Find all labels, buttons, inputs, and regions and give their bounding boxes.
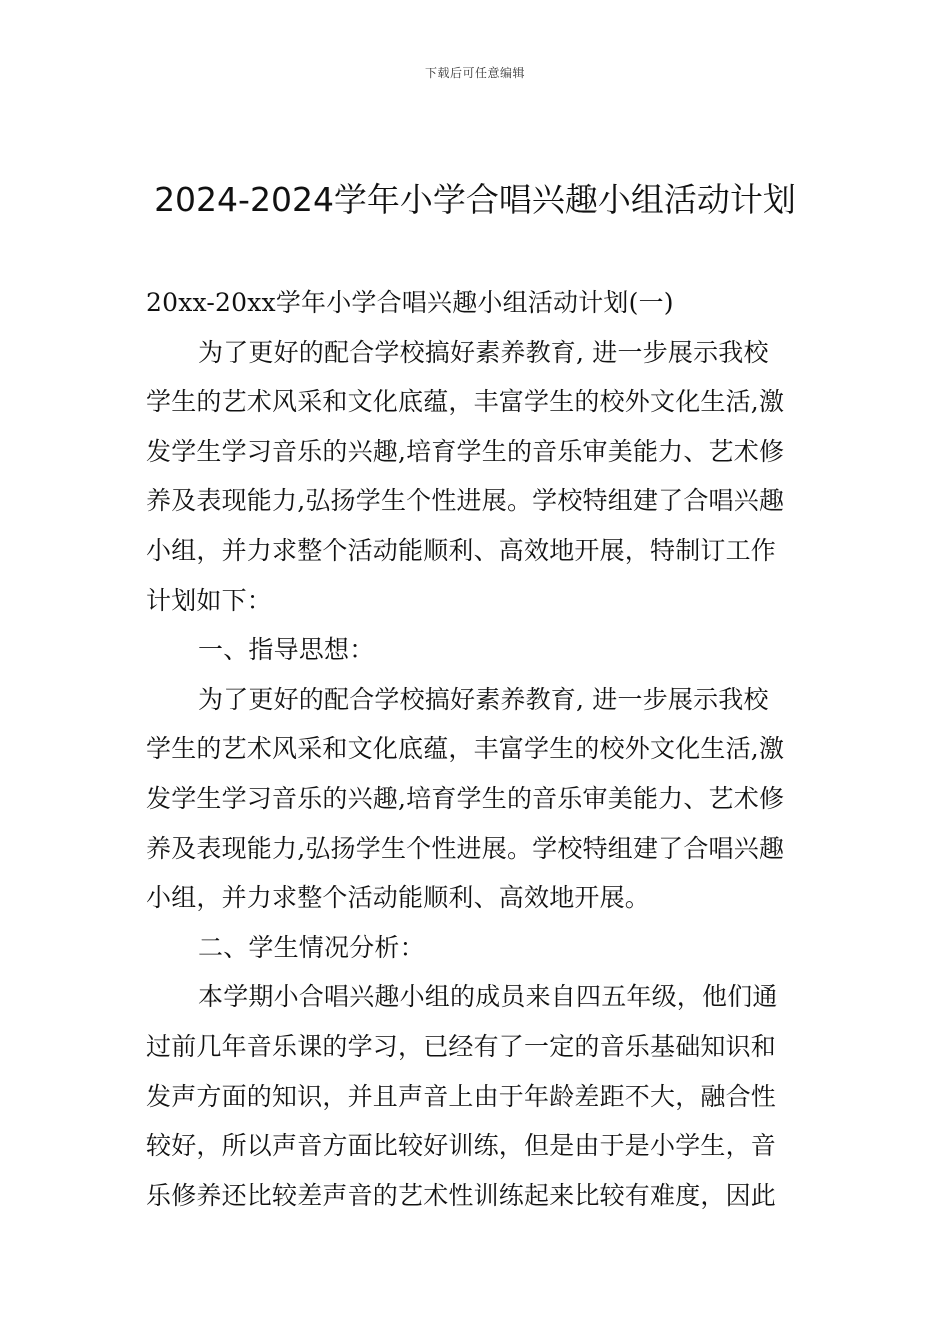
body-line: 为了更好的配合学校搞好素养教育, 进一步展示我校 bbox=[198, 684, 769, 714]
body-line: 发学生学习音乐的兴趣,培育学生的音乐审美能力、艺术修 bbox=[146, 783, 785, 813]
body-line: 发学生学习音乐的兴趣,培育学生的音乐审美能力、艺术修 bbox=[146, 436, 785, 466]
body-line: 较好，所以声音方面比较好训练，但是由于是小学生，音 bbox=[146, 1131, 777, 1161]
body-line: 乐修养还比较差声音的艺术性训练起来比较有难度，因此 bbox=[146, 1180, 777, 1210]
body-line: 发声方面的知识，并且声音上由于年龄差距不大，融合性 bbox=[146, 1081, 777, 1111]
body-line: 小组，并力求整个活动能顺利、高效地开展，特制订工作 bbox=[146, 535, 777, 565]
document-body bbox=[146, 278, 810, 1220]
body-line: 计划如下： bbox=[146, 585, 273, 615]
body-line: 过前几年音乐课的学习，已经有了一定的音乐基础知识和 bbox=[146, 1031, 777, 1061]
body-line: 养及表现能力,弘扬学生个性进展。学校特组建了合唱兴趣 bbox=[146, 486, 785, 516]
header-note: 下载后可任意编辑 bbox=[424, 66, 525, 80]
section-heading: 二、学生情况分析： bbox=[198, 932, 425, 962]
body-line: 小组，并力求整个活动能顺利、高效地开展。 bbox=[146, 883, 651, 913]
body-line: 学生的艺术风采和文化底蕴，丰富学生的校外文化生活,激 bbox=[146, 387, 785, 417]
body-line: 为了更好的配合学校搞好素养教育, 进一步展示我校 bbox=[198, 337, 769, 367]
body-line: 20xx-20xx学年小学合唱兴趣小组活动计划(一) bbox=[146, 288, 674, 317]
document-title: 2024-2024学年小学合唱兴趣小组活动计划 bbox=[154, 180, 796, 219]
body-line: 本学期小合唱兴趣小组的成员来自四五年级，他们通 bbox=[198, 982, 778, 1012]
body-line: 学生的艺术风采和文化底蕴，丰富学生的校外文化生活,激 bbox=[146, 734, 785, 764]
body-line: 养及表现能力,弘扬学生个性进展。学校特组建了合唱兴趣 bbox=[146, 833, 785, 863]
section-heading: 一、指导思想： bbox=[198, 635, 375, 665]
